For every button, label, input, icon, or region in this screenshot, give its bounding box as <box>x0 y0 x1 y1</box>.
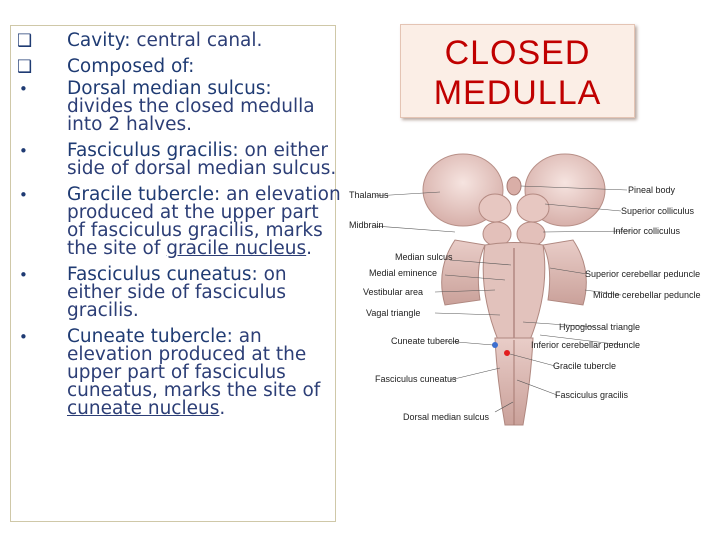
label-thalamus: Thalamus <box>349 190 389 200</box>
list-item: • Fasciculus gracilis: on either side of dorsal median sulcus. <box>19 140 337 179</box>
list-item: • Dorsal median sulcus: divides the closed medulla into 2 halves. <box>19 78 315 135</box>
label-inferior-cerebellar-peduncle: Inferior cerebellar peduncle <box>531 340 641 350</box>
label-hypoglossal-triangle: Hypoglossal triangle <box>559 322 641 332</box>
label-dorsal-median-sulcus: Dorsal median sulcus <box>403 412 490 422</box>
label-superior-cerebellar-peduncle: Superior cerebellar peduncle <box>585 269 701 279</box>
slide-title-box <box>400 24 635 118</box>
label-pineal-body: Pineal body <box>628 185 676 195</box>
label-medial-eminence: Medial eminence <box>369 268 438 278</box>
superior-colliculus-left-shape <box>479 194 511 222</box>
checkbox-bullet-icon: ❑ <box>17 31 33 51</box>
brainstem-figure <box>345 140 701 432</box>
label-cuneate-tubercle: Cuneate tubercle <box>391 336 460 346</box>
list-item: ❑ Composed of: <box>17 56 195 77</box>
label-inferior-colliculus: Inferior colliculus <box>613 226 681 236</box>
brainstem-diagram <box>345 140 701 432</box>
list-item: ❑ Cavity: central canal. <box>17 30 263 51</box>
list-item: • Gracile tubercle: an elevation produced at the upper part of fasciculus gracilis, marks the site of gracile nucleus. <box>19 184 341 259</box>
list-item: • Cuneate tubercle: an elevation produced at the upper part of fasciculus cuneatus, marks the site of cuneate nucleus. <box>19 326 321 419</box>
label-superior-colliculus: Superior colliculus <box>621 206 695 216</box>
label-median-sulcus: Median sulcus <box>395 252 453 262</box>
text-panel <box>10 25 341 522</box>
label-midbrain: Midbrain <box>349 220 384 230</box>
pineal-body-shape <box>507 177 521 195</box>
label-vestibular-area: Vestibular area <box>363 287 424 297</box>
label-middle-cerebellar-peduncle: Middle cerebellar peduncle <box>593 290 701 300</box>
label-vagal-triangle: Vagal triangle <box>366 308 421 318</box>
peduncle-right-shape <box>543 240 586 305</box>
superior-colliculus-right-shape <box>517 194 549 222</box>
bullet-list <box>11 32 341 426</box>
dot-bullet-icon: • <box>19 266 28 284</box>
gracile-tubercle-marker <box>504 350 510 356</box>
dot-bullet-icon: • <box>19 328 28 346</box>
peduncle-left-shape <box>442 240 485 305</box>
slide-title-line1: CLOSED <box>444 34 591 72</box>
list-item: • Fasciculus cuneatus: on either side of fasciculus gracilis. <box>19 264 287 321</box>
label-fasciculus-cuneatus: Fasciculus cuneatus <box>375 374 457 384</box>
slide-title-line2: MEDULLA <box>433 74 602 112</box>
checkbox-bullet-icon: ❑ <box>17 57 33 77</box>
dot-bullet-icon: • <box>19 80 28 98</box>
label-gracile-tubercle: Gracile tubercle <box>553 361 617 371</box>
dot-bullet-icon: • <box>19 142 28 160</box>
dot-bullet-icon: • <box>19 186 28 204</box>
label-fasciculus-gracilis: Fasciculus gracilis <box>555 390 629 400</box>
